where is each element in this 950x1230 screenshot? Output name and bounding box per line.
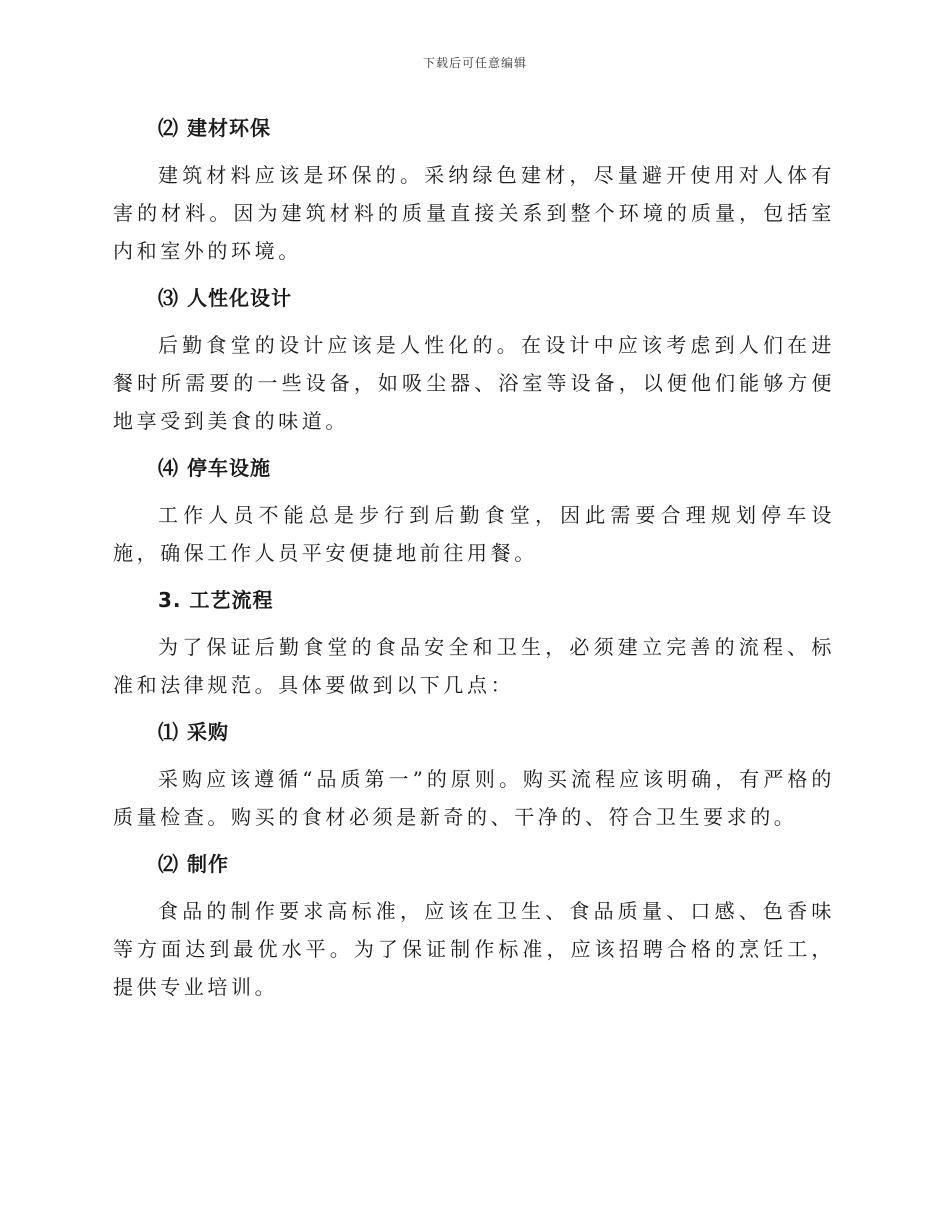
- section-heading-materials: ⑵ 建材环保: [158, 116, 271, 140]
- section-paragraph-process: 为了保证后勤食堂的食品安全和卫生，必须建立完善的流程、标准和法律规范。具体要做到以下几点：: [113, 635, 835, 697]
- section-heading-process: 3. 工艺流程: [158, 588, 274, 612]
- section-heading-parking: ⑷ 停车设施: [158, 456, 271, 480]
- section-paragraph-purchasing: 采购应该遵循“品质第一”的原则。购买流程应该明确，有严格的质量检查。购买的食材必须是新奇的、干净的、符合卫生要求的。: [113, 767, 835, 829]
- section-paragraph-materials: 建筑材料应该是环保的。采纳绿色建材，尽量避开使用对人体有害的材料。因为建筑材料的质量直接关系到整个环境的质量，包括室内和室外的环境。: [113, 163, 835, 263]
- section-paragraph-production: 食品的制作要求高标准，应该在卫生、食品质量、口感、色香味等方面达到最优水平。为了保证制作标准，应该招聘合格的烹饪工，提供专业培训。: [113, 899, 835, 999]
- page-header: 下载后可任意编辑: [422, 56, 527, 70]
- section-paragraph-humanized-design: 后勤食堂的设计应该是人性化的。在设计中应该考虑到人们在进餐时所需要的一些设备，如吸尘器、浴室等设备，以便他们能够方便地享受到美食的味道。: [113, 333, 835, 433]
- section-paragraph-parking: 工作人员不能总是步行到后勤食堂，因此需要合理规划停车设施，确保工作人员平安便捷地前往用餐。: [113, 503, 835, 565]
- document-body: [113, 112, 835, 1018]
- section-heading-humanized-design: ⑶ 人性化设计: [158, 286, 292, 310]
- section-heading-production: ⑵ 制作: [158, 852, 229, 876]
- section-heading-purchasing: ⑴ 采购: [158, 720, 229, 744]
